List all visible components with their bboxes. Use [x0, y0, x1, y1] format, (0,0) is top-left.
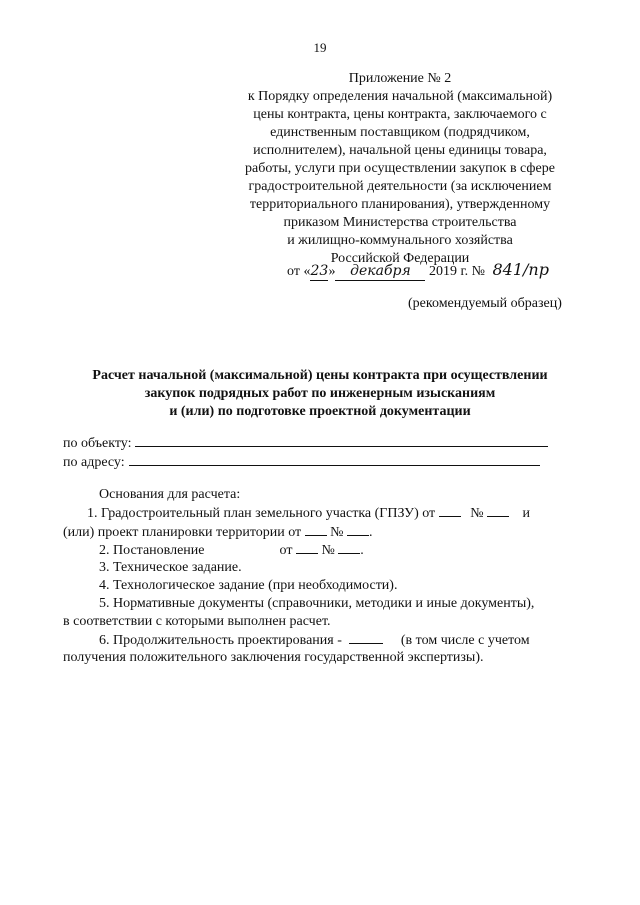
basis-item-2: 2. Постановление от № .	[99, 543, 364, 558]
object-label: по объекту:	[63, 436, 132, 451]
annex-line: исполнителем), начальной цены единицы товара,	[253, 143, 547, 158]
address-field	[63, 455, 540, 471]
title-line: и (или) по подготовке проектной документации	[169, 404, 471, 419]
annex-line: приказом Министерства строительства	[283, 215, 517, 230]
title-line: закупок подрядных работ по инженерным изысканиям	[144, 386, 496, 401]
blank	[338, 541, 360, 554]
annex-line: работы, услуги при осуществлении закупок в сфере	[245, 161, 555, 176]
basis-item-5a: 5. Нормативные документы (справочники, методики и иные документы),	[99, 596, 535, 611]
date-open-quote: «	[303, 264, 311, 279]
basis-item-3: 3. Техническое задание.	[99, 560, 242, 575]
date-year: 2019 г. №	[428, 264, 485, 279]
blank	[305, 523, 327, 536]
basis-item-1a: 1. Градостроительный план земельного участка (ГПЗУ) от № и	[87, 506, 531, 521]
annex-line: градостроительной деятельности (за исключением	[248, 179, 552, 194]
sample-label: (рекомендуемый образец)	[408, 296, 562, 311]
blank	[347, 523, 369, 536]
order-date-line	[287, 260, 549, 281]
document-title	[40, 367, 600, 421]
annex-header	[220, 70, 580, 268]
annex-line: и жилищно-коммунального хозяйства	[287, 233, 513, 248]
basis-item-6b: получения положительного заключения государственной экспертизы).	[63, 650, 484, 665]
date-close-quote: »	[328, 264, 336, 279]
date-month-handwritten: декабря	[335, 263, 425, 281]
object-field	[63, 436, 548, 452]
object-underline	[135, 445, 548, 447]
annex-title: Приложение № 2	[348, 71, 452, 86]
annex-line: Российской Федерации	[330, 251, 470, 266]
annex-line: единственным поставщиком (подрядчиком,	[270, 125, 530, 140]
blank	[439, 504, 461, 517]
annex-line: территориального планирования), утвержденному	[249, 197, 551, 212]
page-number: 19	[313, 40, 327, 55]
basis-item-1b: (или) проект планировки территории от № .	[63, 525, 373, 540]
blank	[487, 504, 509, 517]
basis-item-5b: в соответствии с которыми выполнен расчет.	[63, 614, 331, 629]
annex-line: к Порядку определения начальной (максимальной)	[247, 89, 553, 104]
annex-line: цены контракта, цены контракта, заключаемого с	[253, 107, 547, 122]
address-label: по адресу:	[63, 455, 125, 470]
title-line: Расчет начальной (максимальной) цены контракта при осуществлении	[92, 368, 548, 383]
blank	[349, 631, 383, 644]
basis-item-6a: 6. Продолжительность проектирования - (в том числе с учетом	[99, 633, 530, 648]
date-prefix: от	[287, 264, 300, 279]
address-underline	[129, 464, 540, 466]
basis-heading: Основания для расчета:	[99, 487, 241, 502]
date-day-handwritten: 23	[310, 263, 329, 279]
order-number-handwritten: 841/пр	[492, 260, 549, 279]
basis-item-4: 4. Технологическое задание (при необходимости).	[99, 578, 398, 593]
blank	[296, 541, 318, 554]
